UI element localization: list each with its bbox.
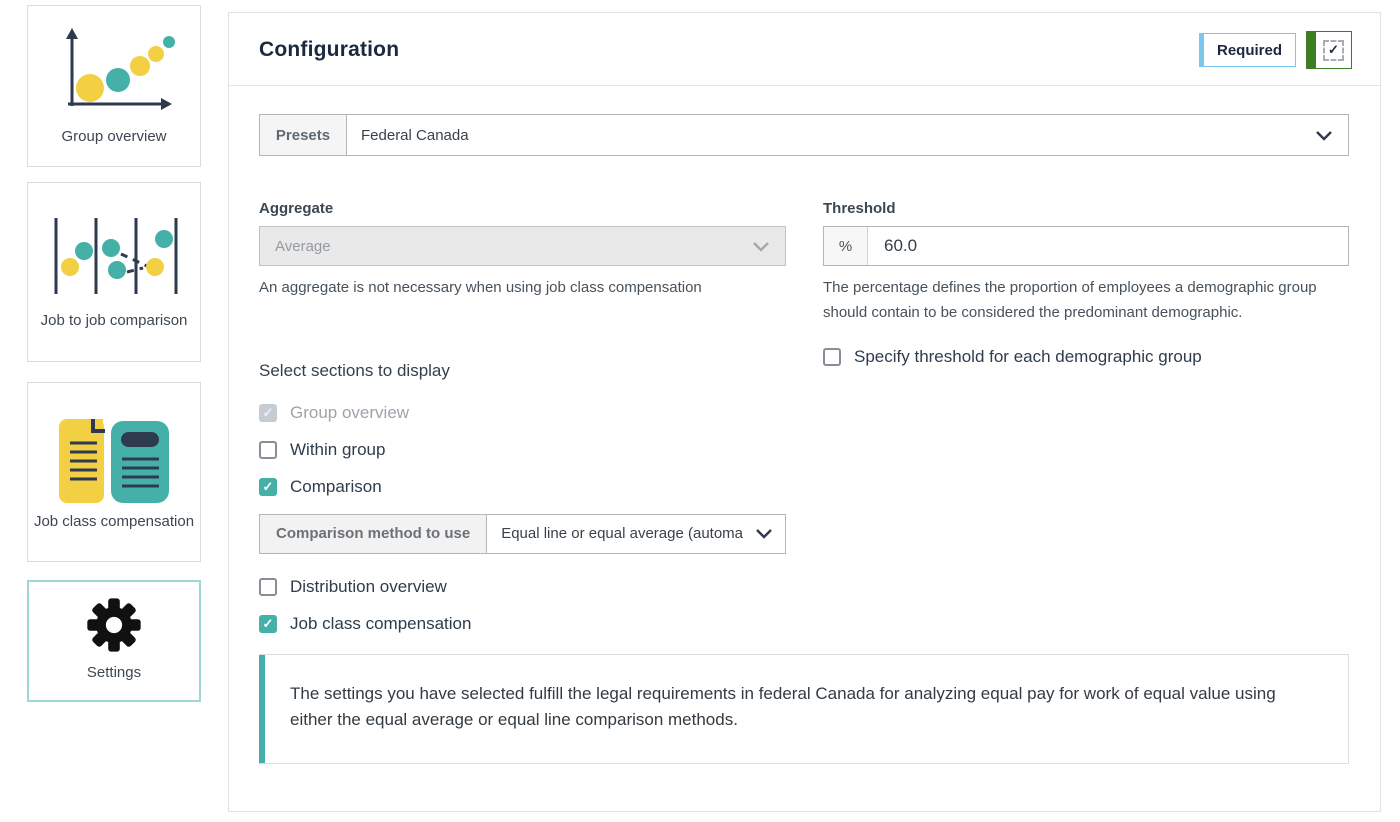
checkbox-label: Within group — [290, 439, 386, 459]
threshold-helper-text: The percentage defines the proportion of employees a demographic group should contain to be considered the predominant demographic. — [823, 279, 1317, 321]
checkbox-label: Comparison — [290, 476, 382, 496]
checkbox-distribution-overview[interactable] — [259, 577, 786, 597]
required-badge-label: Required — [1216, 41, 1282, 59]
toggle-required-button[interactable] — [1306, 31, 1352, 69]
aggregate-select[interactable] — [259, 226, 786, 266]
chevron-down-icon — [1315, 130, 1333, 141]
checkbox-checked-disabled-icon: ✓ — [259, 404, 277, 422]
green-band — [1307, 32, 1316, 68]
sidebar-item-settings[interactable] — [27, 580, 201, 702]
comparison-method-select[interactable] — [259, 514, 786, 554]
scatter-chart-icon — [48, 22, 180, 118]
checkbox-label: Group overview — [290, 402, 410, 422]
checkbox-unchecked-icon[interactable] — [259, 578, 277, 596]
checkbox-job-class-compensation[interactable] — [259, 614, 786, 634]
checkbox-specify-threshold[interactable] — [823, 347, 1349, 367]
presets-select[interactable] — [259, 114, 1349, 156]
checkbox-label: Job class compensation — [290, 613, 472, 633]
aggregate-value: Average — [275, 237, 331, 255]
chevron-down-icon — [752, 241, 770, 252]
info-box — [259, 654, 1349, 764]
threshold-input[interactable] — [868, 227, 1348, 265]
checkbox-comparison[interactable] — [259, 477, 786, 497]
presets-value: Federal Canada — [361, 126, 469, 144]
threshold-label: Threshold — [823, 200, 896, 217]
percent-prefix: % — [824, 227, 868, 265]
aggregate-helper-text: An aggregate is not necessary when using job class compensation — [259, 279, 702, 296]
checkbox-checked-icon: ✓ — [1323, 40, 1344, 61]
sidebar-item-job-to-job-comparison[interactable] — [27, 182, 201, 362]
checkbox-label: Distribution overview — [290, 576, 447, 596]
sidebar-item-label: Job class compensation — [33, 513, 195, 531]
checkbox-within-group[interactable] — [259, 440, 786, 460]
sidebar-item-job-class-compensation[interactable] — [27, 382, 201, 562]
gear-icon — [85, 596, 143, 654]
aggregate-label: Aggregate — [259, 200, 334, 217]
documents-icon — [49, 409, 179, 503]
presets-label: Presets — [260, 115, 347, 155]
checkbox-checked-icon[interactable]: ✓ — [259, 615, 277, 633]
sidebar-item-label: Settings — [86, 664, 142, 682]
panel-header — [229, 13, 1380, 86]
info-text: The settings you have selected fulfill the legal requirements in federal Canada for analyzing equal pay for work of equal value using either the equal average or equal line comparison methods. — [290, 683, 1276, 730]
page-title: Configuration — [259, 38, 400, 61]
checkbox-group-overview — [259, 403, 786, 423]
chevron-down-icon — [755, 528, 773, 539]
job-comparison-icon — [43, 210, 185, 302]
checkbox-label: Specify threshold for each demographic group — [854, 346, 1202, 366]
checkbox-checked-icon[interactable]: ✓ — [259, 478, 277, 496]
required-badge — [1199, 33, 1296, 67]
sidebar-item-label: Job to job comparison — [40, 312, 188, 330]
checkbox-unchecked-icon[interactable] — [259, 441, 277, 459]
sections-title: Select sections to display — [259, 360, 450, 380]
configuration-panel — [228, 12, 1381, 812]
sidebar-item-label: Group overview — [61, 128, 167, 146]
threshold-input-group — [823, 226, 1349, 266]
checkbox-unchecked-icon[interactable] — [823, 348, 841, 366]
sidebar-item-group-overview[interactable] — [27, 5, 201, 167]
comparison-method-value: Equal line or equal average (automa — [501, 525, 744, 543]
comparison-method-label: Comparison method to use — [260, 515, 487, 553]
